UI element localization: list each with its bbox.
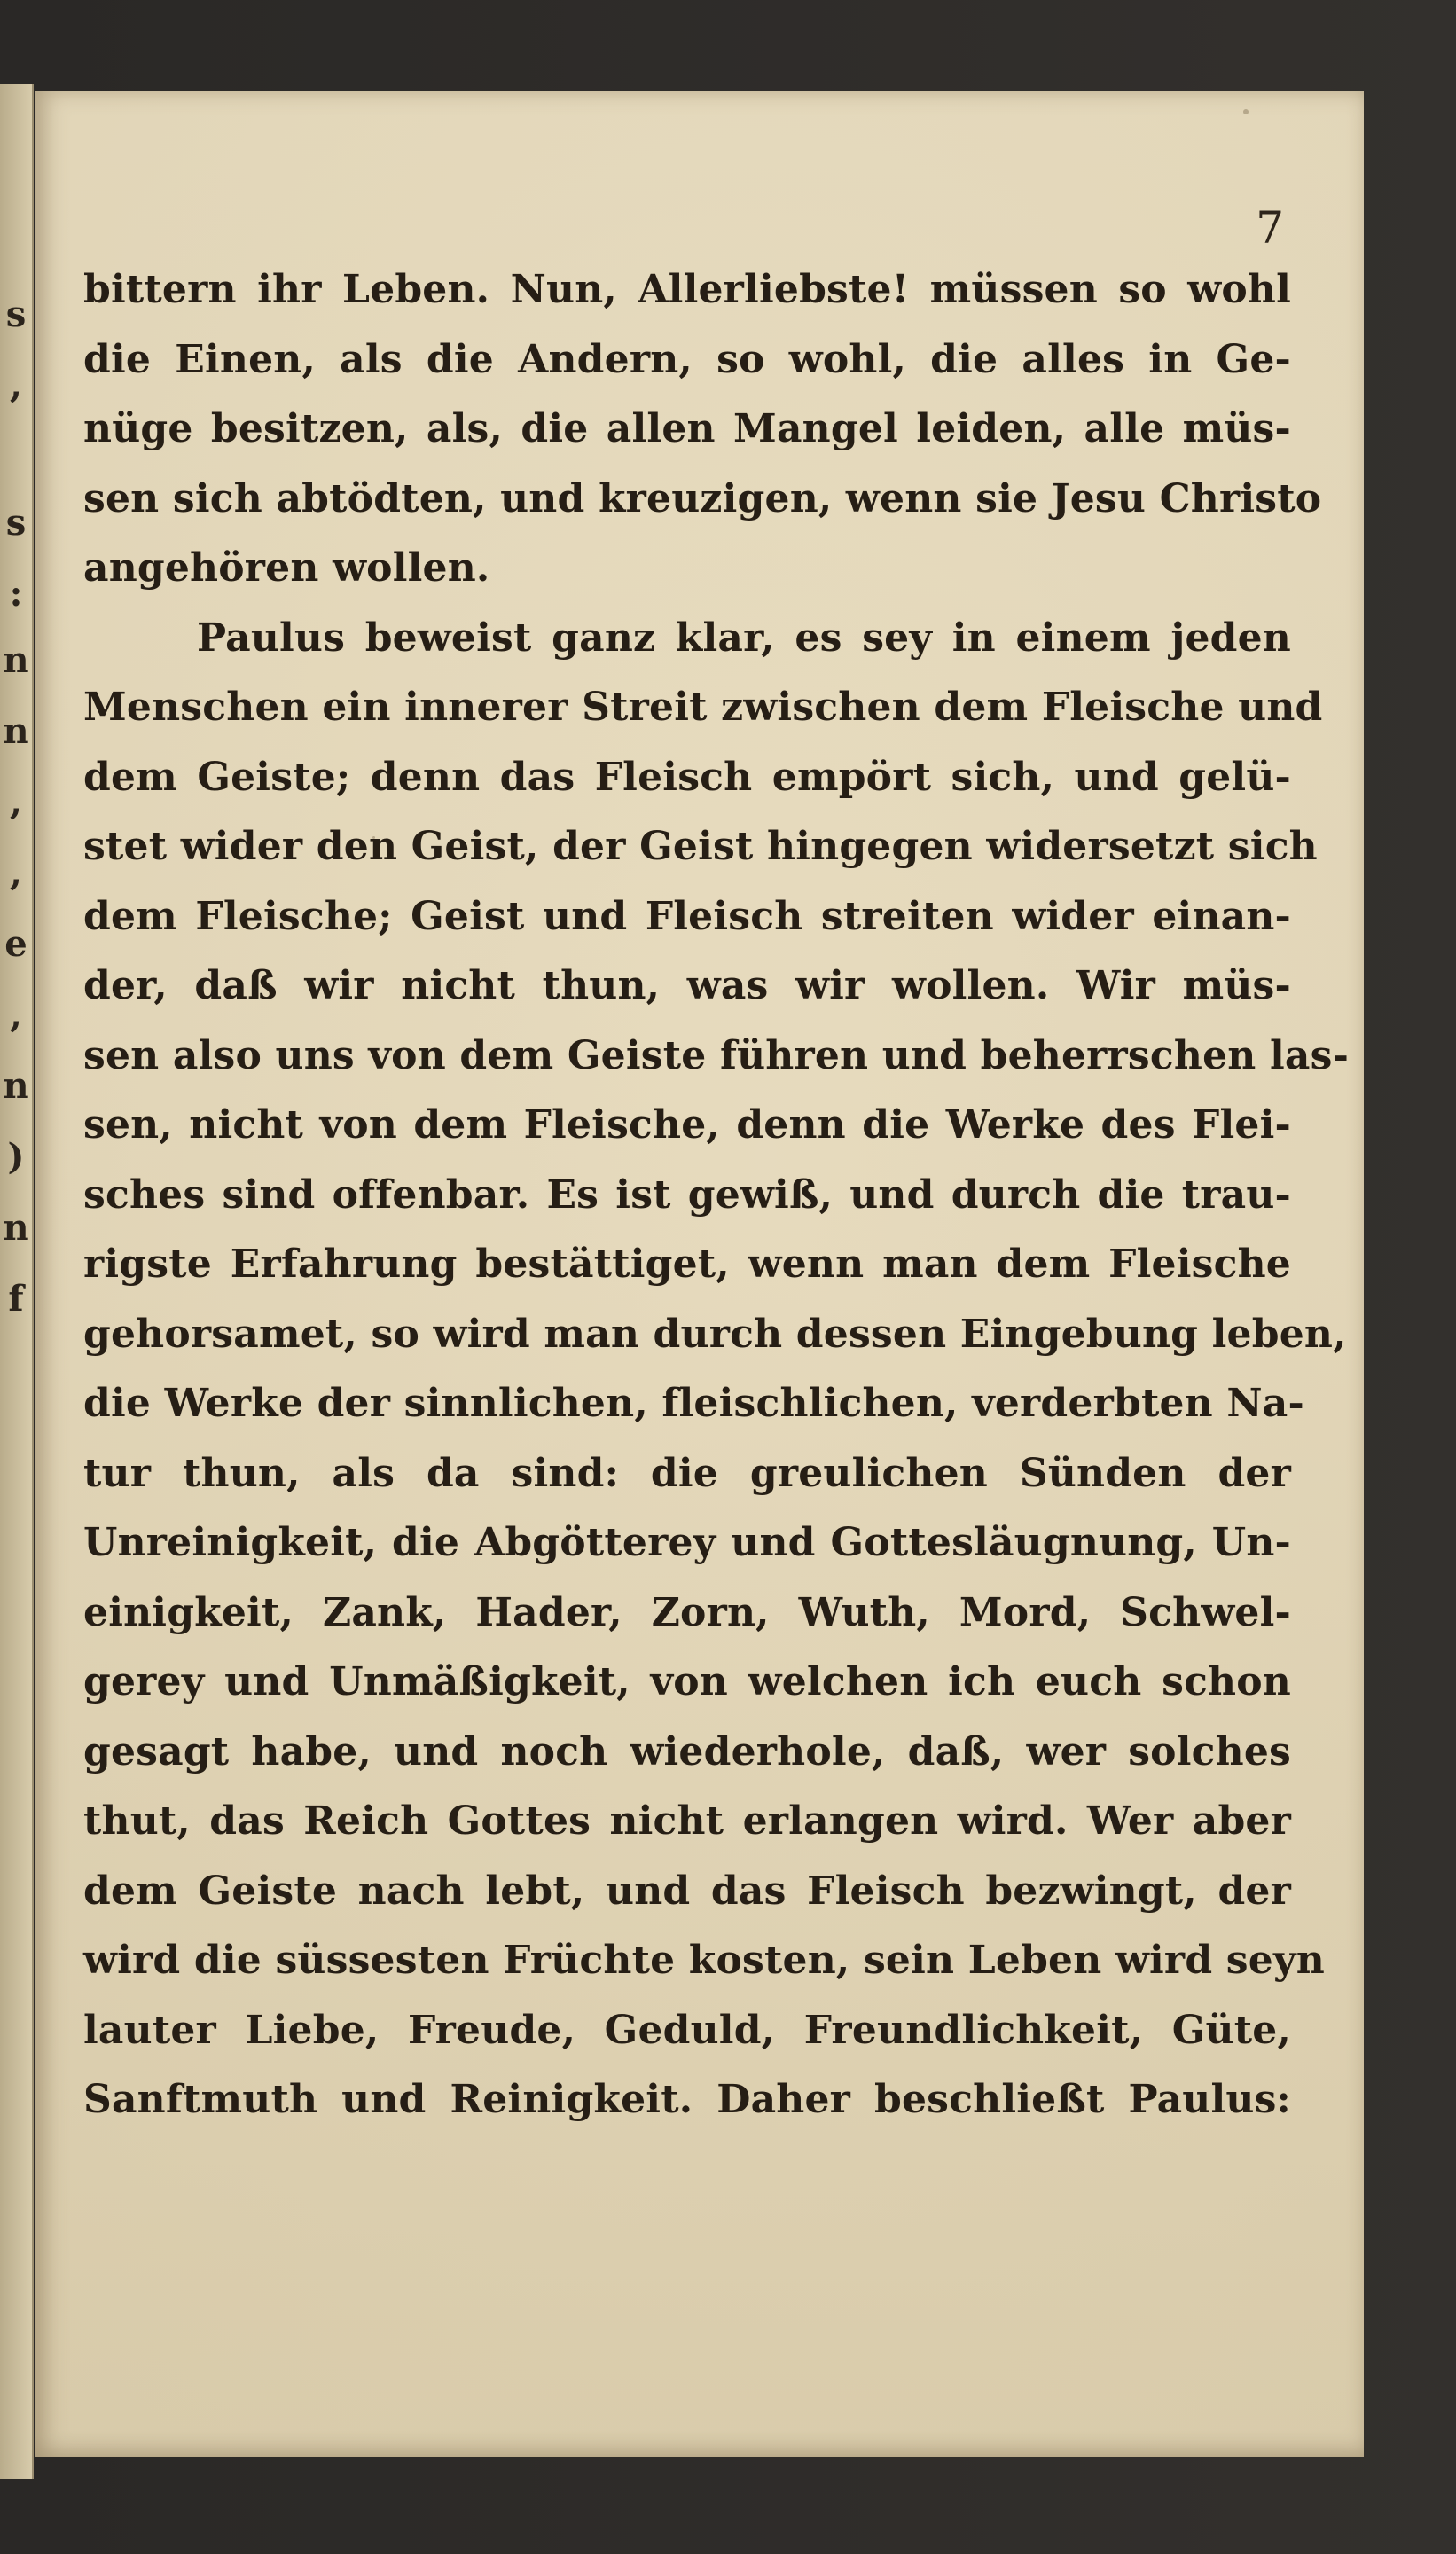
text-line: dem Geiste nach lebt, und das Fleisch bezwingt, der (83, 1868, 1291, 1914)
text-line: nüge besitzen, als, die allen Mangel leiden, alle müs- (83, 406, 1291, 451)
text-line: sen also uns von dem Geiste führen und beherrschen las- (83, 1032, 1350, 1078)
text-line: gehorsamet, so wird man durch dessen Eingebung leben, (83, 1311, 1347, 1357)
text-line: bittern ihr Leben. Nun, Allerliebste! müssen so wohl (83, 267, 1291, 312)
book-page (35, 91, 1364, 2457)
text-line: Sanftmuth und Reinigkeit. Daher beschließt Paulus: (83, 2077, 1291, 2122)
margin-fragment: s (5, 502, 27, 544)
margin-fragment: f (8, 1278, 24, 1320)
text-line: thut, das Reich Gottes nicht erlangen wird. Wer aber (83, 1798, 1291, 1844)
text-line: wird die süssesten Früchte kosten, sein Leben wird seyn (83, 1938, 1325, 1983)
margin-fragment: e (4, 923, 27, 965)
margin-fragment: , (10, 364, 22, 406)
margin-fragment: n (3, 1065, 29, 1107)
margin-fragment: , (10, 852, 22, 894)
text-line: tur thun, als da sind: die greulichen Sünden der (83, 1450, 1291, 1496)
margin-fragment: , (10, 994, 22, 1036)
page-number: 7 (1256, 202, 1284, 254)
margin-fragment: , (10, 781, 22, 823)
margin-fragment: n (3, 710, 29, 752)
margin-fragment: n (3, 1207, 29, 1249)
margin-fragment: s (5, 294, 27, 335)
text-line: lauter Liebe, Freude, Geduld, Freundlichkeit, Güte, (83, 2007, 1291, 2053)
margin-fragment: : (9, 573, 23, 615)
text-line: Paulus beweist ganz klar, es sey in einem jeden (197, 615, 1291, 661)
text-line: der, daß wir nicht thun, was wir wollen. Wir müs- (83, 963, 1291, 1008)
text-line: gesagt habe, und noch wiederhole, daß, wer solches (83, 1728, 1291, 1774)
paper-speck (1243, 109, 1249, 114)
text-line: sches sind offenbar. Es ist gewiß, und durch die trau- (83, 1171, 1291, 1218)
text-line: sen, nicht von dem Fleische, denn die Werke des Flei- (83, 1102, 1291, 1148)
text-line: rigste Erfahrung bestättiget, wenn man dem Fleische (83, 1242, 1291, 1287)
text-line: dem Fleische; Geist und Fleisch streiten wider einan- (83, 893, 1291, 939)
text-line: sen sich abtödten, und kreuzigen, wenn sie Jesu Christo (83, 475, 1322, 521)
text-line: die Einen, als die Andern, so wohl, die alles in Ge- (83, 336, 1291, 382)
text-line: stet wider den Geist, der Geist hingegen widersetzt sich (83, 824, 1318, 869)
margin-fragment: ) (7, 1136, 25, 1178)
facing-page-edge (0, 84, 34, 2479)
text-line: Unreinigkeit, die Abgötterey und Gottesläugnung, Un- (83, 1520, 1291, 1565)
text-line: Menschen ein innerer Streit zwischen dem Fleische und (83, 685, 1323, 730)
body-text (83, 255, 1350, 2135)
text-line: gerey und Unmäßigkeit, von welchen ich euch schon (83, 1659, 1291, 1704)
text-line: dem Geiste; denn das Fleisch empört sich, und gelü- (83, 754, 1291, 800)
text-line: angehören wollen. (83, 545, 490, 591)
margin-fragment: n (3, 639, 29, 681)
text-line: einigkeit, Zank, Hader, Zorn, Wuth, Mord, Schwel- (83, 1589, 1291, 1635)
text-line: die Werke der sinnlichen, fleischlichen, verderbten Na- (83, 1381, 1304, 1426)
